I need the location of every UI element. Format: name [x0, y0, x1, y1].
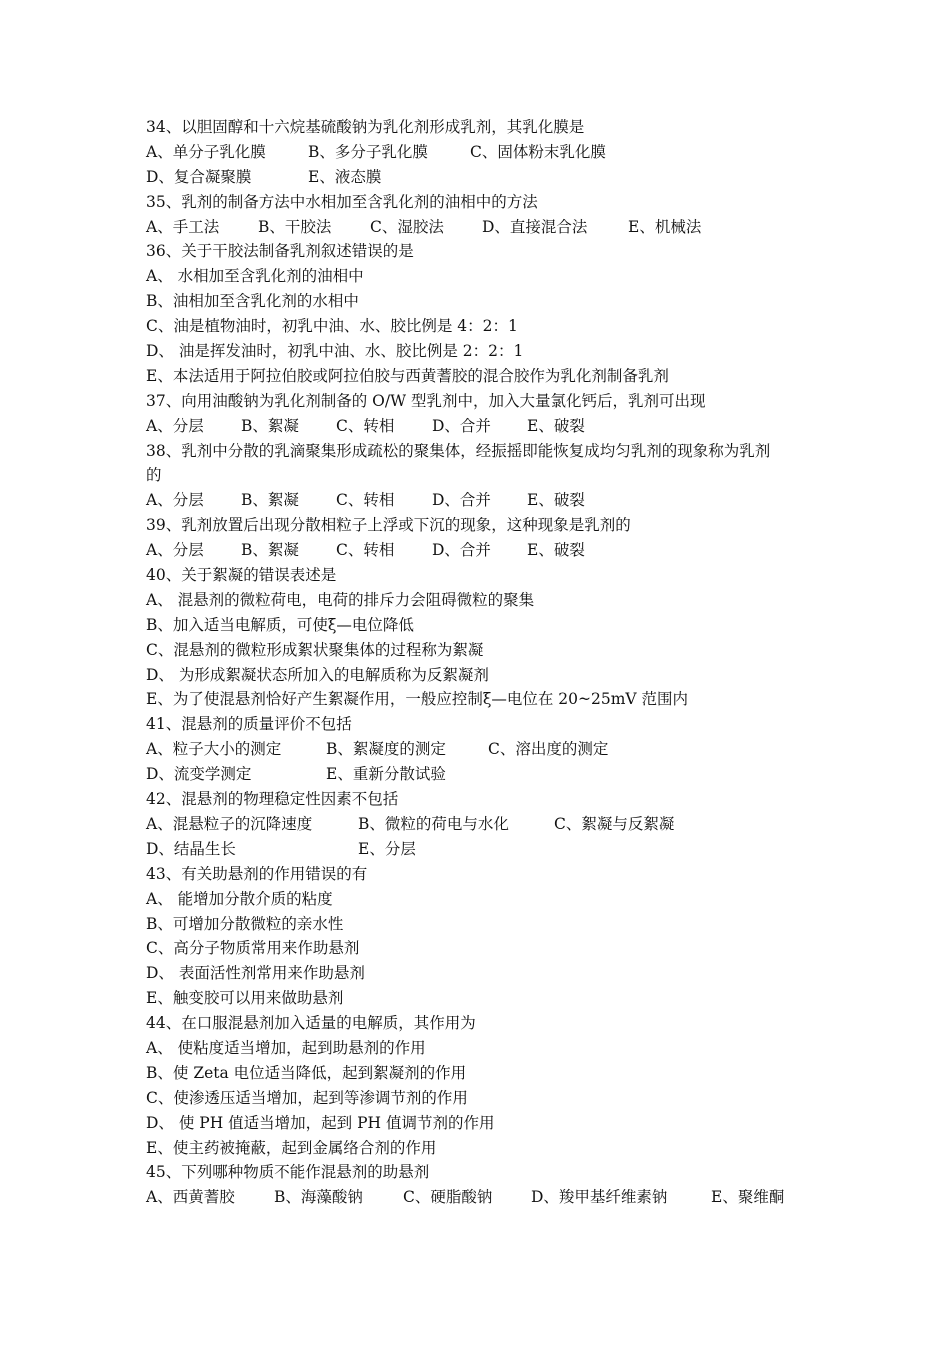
- answer-option: B、微粒的荷电与水化: [358, 814, 509, 833]
- answer-option: D、 表面活性剂常用来作助悬剂: [146, 964, 365, 983]
- answer-option: E、机械法: [628, 217, 702, 236]
- answer-option: E、分层: [358, 839, 416, 858]
- answer-option: D、流变学测定: [146, 765, 252, 784]
- option-row: [146, 414, 826, 439]
- question-stem: 39、乳剂放置后出现分散相粒子上浮或下沉的现象，这种现象是乳剂的: [146, 516, 631, 535]
- option-row: [146, 912, 826, 937]
- answer-option: B、加入适当电解质，可使ξ—电位降低: [146, 615, 414, 634]
- question-stem: 35、乳剂的制备方法中水相加至含乳化剂的油相中的方法: [146, 192, 538, 211]
- question-stem: 41、混悬剂的质量评价不包括: [146, 715, 352, 734]
- question-stem: 的: [146, 466, 162, 485]
- option-row: [146, 1111, 826, 1136]
- answer-option: B、可增加分散微粒的亲水性: [146, 914, 344, 933]
- answer-option: C、硬脂酸钠: [403, 1188, 493, 1207]
- answer-option: D、复合凝聚膜: [146, 167, 252, 186]
- answer-option: E、使主药被掩蔽，起到金属络合剂的作用: [146, 1138, 437, 1157]
- answer-option: C、固体粉末乳化膜: [470, 142, 606, 161]
- option-row: [146, 837, 826, 862]
- answer-option: B、海藻酸钠: [274, 1188, 363, 1207]
- answer-option: A、 混悬剂的微粒荷电，电荷的排斥力会阻碍微粒的聚集: [146, 590, 535, 609]
- answer-option: C、转相: [336, 416, 395, 435]
- answer-option: B、絮凝: [241, 541, 299, 560]
- answer-option: C、湿胶法: [370, 217, 444, 236]
- option-row: [146, 1185, 826, 1210]
- answer-option: A、西黄蓍胶: [146, 1188, 235, 1207]
- option-row: [146, 613, 826, 638]
- option-row: [146, 339, 826, 364]
- answer-option: C、混悬剂的微粒形成絮状聚集体的过程称为絮凝: [146, 640, 484, 659]
- question-stem: 36、关于干胶法制备乳剂叙述错误的是: [146, 242, 414, 261]
- question-stem: 43、有关助悬剂的作用错误的有: [146, 864, 368, 883]
- question-stem: 40、关于絮凝的错误表述是: [146, 566, 337, 585]
- answer-option: E、聚维酮: [711, 1188, 785, 1207]
- option-row: [146, 364, 826, 389]
- answer-option: E、重新分散试验: [326, 765, 446, 784]
- question-stem: 37、向用油酸钠为乳化剂制备的 O/W 型乳剂中，加入大量氯化钙后，乳剂可出现: [146, 391, 706, 410]
- option-row: [146, 887, 826, 912]
- answer-option: A、分层: [146, 491, 204, 510]
- option-row: [146, 488, 826, 513]
- option-row: [146, 1036, 826, 1061]
- answer-option: A、 水相加至含乳化剂的油相中: [146, 267, 364, 286]
- answer-option: A、 使粘度适当增加，起到助悬剂的作用: [146, 1038, 426, 1057]
- answer-option: C、转相: [336, 491, 395, 510]
- option-row: [146, 961, 826, 986]
- answer-option: D、 油是挥发油时，初乳中油、水、胶比例是 2：2：1: [146, 342, 524, 361]
- answer-option: D、羧甲基纤维素钠: [531, 1188, 668, 1207]
- answer-option: E、破裂: [527, 541, 585, 560]
- answer-option: A、分层: [146, 541, 204, 560]
- answer-option: E、液态膜: [308, 167, 382, 186]
- option-row: [146, 264, 826, 289]
- option-row: [146, 538, 826, 563]
- option-row: [146, 663, 826, 688]
- answer-option: D、 为形成絮凝状态所加入的电解质称为反絮凝剂: [146, 665, 489, 684]
- question-stem: 34、以胆固醇和十六烷基硫酸钠为乳化剂形成乳剂，其乳化膜是: [146, 118, 585, 136]
- question-stem: 45、下列哪种物质不能作混悬剂的助悬剂: [146, 1163, 430, 1182]
- answer-option: D、直接混合法: [482, 217, 588, 236]
- answer-option: C、转相: [336, 541, 395, 560]
- question-stem: 38、乳剂中分散的乳滴聚集形成疏松的聚集体，经振摇即能恢复成均匀乳剂的现象称为乳剂: [146, 441, 771, 460]
- answer-option: B、絮凝: [241, 416, 299, 435]
- answer-option: D、合并: [432, 416, 491, 435]
- answer-option: D、合并: [432, 541, 491, 560]
- answer-option: A、单分子乳化膜: [146, 142, 266, 161]
- answer-option: D、结晶生长: [146, 839, 236, 858]
- option-row: [146, 289, 826, 314]
- option-row: [146, 737, 826, 762]
- answer-option: B、使 Zeta 电位适当降低，起到絮凝剂的作用: [146, 1063, 467, 1082]
- option-row: [146, 215, 826, 240]
- question-list: [146, 115, 826, 1210]
- answer-option: D、 使 PH 值适当增加，起到 PH 值调节剂的作用: [146, 1113, 495, 1132]
- option-row: [146, 1086, 826, 1111]
- answer-option: E、破裂: [527, 416, 585, 435]
- answer-option: B、干胶法: [258, 217, 332, 236]
- option-row: [146, 165, 826, 190]
- answer-option: A、分层: [146, 416, 204, 435]
- answer-option: A、粒子大小的测定: [146, 740, 282, 759]
- question-stem: 44、在口服混悬剂加入适量的电解质，其作用为: [146, 1014, 476, 1033]
- answer-option: C、油是植物油时，初乳中油、水、胶比例是 4：2：1: [146, 317, 518, 336]
- answer-option: E、为了使混悬剂恰好产生絮凝作用，一般应控制ξ—电位在 20~25mV 范围内: [146, 690, 689, 709]
- answer-option: A、手工法: [146, 217, 220, 236]
- option-row: [146, 812, 826, 837]
- answer-option: C、高分子物质常用来作助悬剂: [146, 939, 360, 958]
- option-row: [146, 314, 826, 339]
- option-row: [146, 1136, 826, 1161]
- answer-option: B、油相加至含乳化剂的水相中: [146, 292, 359, 311]
- option-row: [146, 1061, 826, 1086]
- answer-option: A、混悬粒子的沉降速度: [146, 814, 313, 833]
- option-row: [146, 687, 826, 712]
- answer-option: C、使渗透压适当增加，起到等渗调节剂的作用: [146, 1088, 468, 1107]
- question-stem: 42、混悬剂的物理稳定性因素不包括: [146, 790, 399, 809]
- option-row: [146, 986, 826, 1011]
- answer-option: B、絮凝: [241, 491, 299, 510]
- option-row: [146, 638, 826, 663]
- answer-option: A、 能增加分散介质的粘度: [146, 889, 333, 908]
- answer-option: D、合并: [432, 491, 491, 510]
- option-row: [146, 140, 826, 165]
- option-row: [146, 762, 826, 787]
- option-row: [146, 936, 826, 961]
- answer-option: E、破裂: [527, 491, 585, 510]
- answer-option: E、本法适用于阿拉伯胶或阿拉伯胶与西黄蓍胶的混合胶作为乳化剂制备乳剂: [146, 366, 669, 385]
- answer-option: C、溶出度的测定: [488, 740, 609, 759]
- answer-option: C、絮凝与反絮凝: [554, 814, 675, 833]
- answer-option: B、多分子乳化膜: [308, 142, 428, 161]
- answer-option: B、絮凝度的测定: [326, 740, 446, 759]
- option-row: [146, 588, 826, 613]
- answer-option: E、触变胶可以用来做助悬剂: [146, 989, 344, 1008]
